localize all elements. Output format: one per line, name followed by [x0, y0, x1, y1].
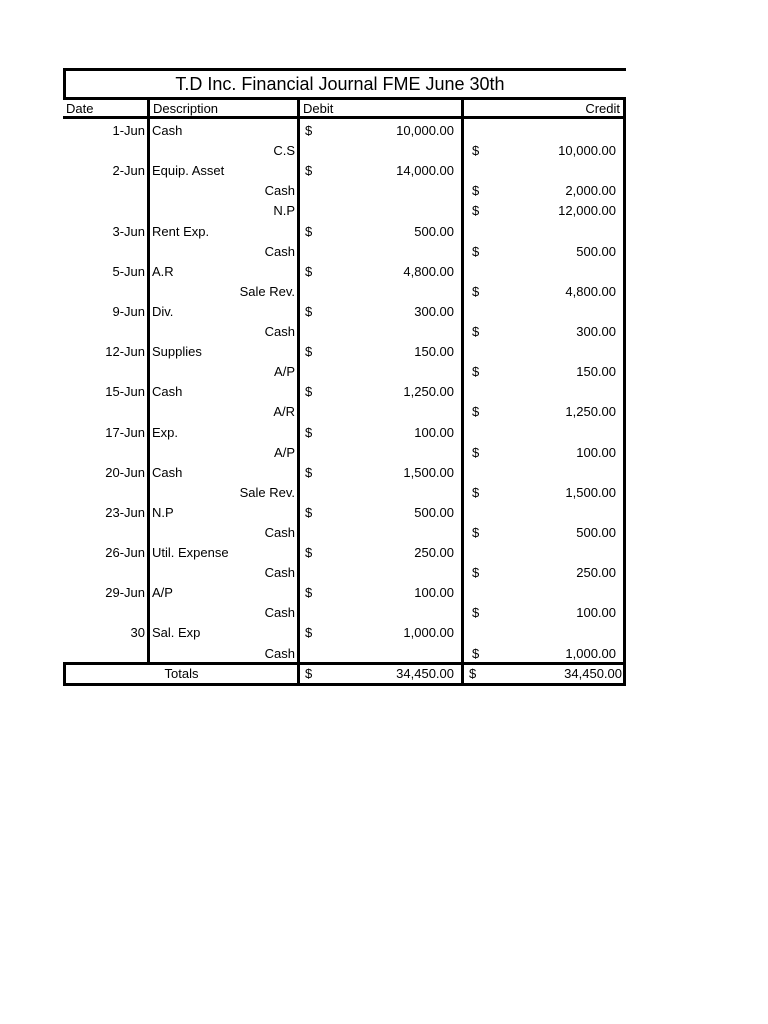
table-row: [63, 601, 626, 621]
table-row: [63, 461, 626, 481]
entry-description: Cash: [147, 561, 297, 581]
entry-debit-cell: [297, 561, 461, 581]
journal-entries: [63, 119, 626, 662]
table-row: [63, 541, 626, 561]
entry-debit-cell: [297, 280, 461, 300]
table-row: [63, 280, 626, 300]
entry-description: Cash: [147, 119, 297, 139]
entry-credit-cell: [461, 139, 626, 159]
table-row: [63, 621, 626, 641]
entry-date: [63, 641, 147, 661]
currency-symbol: $: [305, 585, 313, 601]
table-row: [63, 561, 626, 581]
entry-debit: 100.00: [414, 585, 454, 601]
entry-credit-cell: [461, 179, 626, 199]
entry-credit-cell: [461, 300, 626, 320]
entry-debit-cell: [297, 420, 461, 440]
entry-debit: 1,500.00: [403, 464, 454, 480]
entry-date: [63, 561, 147, 581]
entry-debit-cell: [297, 320, 461, 340]
table-row: [63, 179, 626, 199]
entry-credit-cell: [461, 541, 626, 561]
currency-symbol: $: [305, 504, 313, 520]
entry-debit-cell: [297, 139, 461, 159]
entry-debit-cell: [297, 179, 461, 199]
currency-symbol: $: [305, 424, 313, 440]
entry-description: Util. Expense: [147, 541, 297, 561]
table-row: [63, 481, 626, 501]
entry-credit: 150.00: [576, 364, 616, 380]
entry-credit-cell: [461, 199, 626, 219]
entry-description: Cash: [147, 380, 297, 400]
table-row: [63, 139, 626, 159]
currency-symbol: $: [305, 163, 313, 179]
entry-debit: 4,800.00: [403, 263, 454, 279]
entry-credit: 1,250.00: [565, 404, 616, 420]
entry-credit: 1,500.00: [565, 484, 616, 500]
entry-date: 23-Jun: [105, 504, 145, 520]
table-row: [63, 641, 626, 661]
entry-credit-cell: [461, 320, 626, 340]
totals-credit-cell: [464, 665, 629, 683]
entry-debit-cell: [297, 641, 461, 661]
entry-description: A/R: [147, 400, 297, 420]
entry-description: A/P: [147, 581, 297, 601]
entry-debit-cell: [297, 501, 461, 521]
entry-debit: 1,250.00: [403, 384, 454, 400]
entry-debit-cell: [297, 380, 461, 400]
currency-symbol: $: [472, 324, 480, 340]
currency-symbol: $: [305, 464, 313, 480]
entry-date: [63, 240, 147, 260]
entry-debit: 14,000.00: [396, 163, 454, 179]
entry-debit-cell: [297, 601, 461, 621]
entry-credit-cell: [461, 461, 626, 481]
entry-date: 9-Jun: [112, 303, 145, 319]
entry-debit: 1,000.00: [403, 625, 454, 641]
entry-date: 12-Jun: [105, 344, 145, 360]
currency-symbol: $: [305, 666, 313, 682]
entry-description: Cash: [147, 240, 297, 260]
header-credit: Credit: [461, 100, 626, 116]
entry-credit: 300.00: [576, 324, 616, 340]
entry-credit-cell: [461, 380, 626, 400]
table-row: [63, 521, 626, 541]
entry-credit-cell: [461, 501, 626, 521]
entry-debit: 150.00: [414, 344, 454, 360]
entry-debit-cell: [297, 481, 461, 501]
entry-date: [63, 320, 147, 340]
currency-symbol: $: [472, 243, 480, 259]
header-date: Date: [66, 100, 94, 116]
table-row: [63, 199, 626, 219]
entry-description: Cash: [147, 601, 297, 621]
entry-description: Sale Rev.: [147, 481, 297, 501]
entry-description: Cash: [147, 320, 297, 340]
entry-description: N.P: [147, 501, 297, 521]
currency-symbol: $: [472, 645, 480, 661]
journal-sheet: [63, 68, 626, 686]
entry-credit-cell: [461, 280, 626, 300]
entry-debit: 100.00: [414, 424, 454, 440]
currency-symbol: $: [472, 484, 480, 500]
entry-credit-cell: [461, 240, 626, 260]
entry-description: Cash: [147, 641, 297, 661]
entry-description: Div.: [147, 300, 297, 320]
entry-credit: 500.00: [576, 243, 616, 259]
table-row: [63, 340, 626, 360]
currency-symbol: $: [472, 524, 480, 540]
entry-date: 17-Jun: [105, 424, 145, 440]
entry-date: 26-Jun: [105, 545, 145, 561]
entry-debit: 500.00: [414, 504, 454, 520]
currency-symbol: $: [472, 565, 480, 581]
entry-date: [63, 179, 147, 199]
table-row: [63, 581, 626, 601]
entry-debit: 250.00: [414, 545, 454, 561]
currency-symbol: $: [305, 303, 313, 319]
entry-credit: 12,000.00: [558, 203, 616, 219]
header-debit: Debit: [297, 100, 461, 116]
entry-credit: 1,000.00: [565, 645, 616, 661]
entry-credit-cell: [461, 481, 626, 501]
entry-date: [63, 139, 147, 159]
entry-date: 29-Jun: [105, 585, 145, 601]
journal-title: T.D Inc. Financial Journal FME June 30th: [63, 68, 626, 97]
entry-credit-cell: [461, 420, 626, 440]
entry-debit-cell: [297, 400, 461, 420]
entry-credit-cell: [461, 219, 626, 239]
currency-symbol: $: [472, 444, 480, 460]
entry-credit: 100.00: [576, 605, 616, 621]
entry-debit-cell: [297, 581, 461, 601]
entry-description: Sale Rev.: [147, 280, 297, 300]
entry-description: A/P: [147, 441, 297, 461]
entry-description: Cash: [147, 521, 297, 541]
entry-description: Sal. Exp: [147, 621, 297, 641]
header-description: Description: [147, 100, 297, 116]
entry-debit: 10,000.00: [396, 123, 454, 139]
table-row: [63, 360, 626, 380]
entry-date: [63, 601, 147, 621]
entry-credit-cell: [461, 561, 626, 581]
totals-label: Totals: [66, 665, 300, 683]
entry-debit-cell: [297, 340, 461, 360]
table-row: [63, 400, 626, 420]
table-row: [63, 159, 626, 179]
entry-debit-cell: [297, 260, 461, 280]
entry-debit-cell: [297, 199, 461, 219]
entry-date: [63, 441, 147, 461]
currency-symbol: $: [472, 364, 480, 380]
table-row: [63, 219, 626, 239]
entry-debit: 300.00: [414, 303, 454, 319]
totals-debit-cell: [300, 665, 464, 683]
entry-debit-cell: [297, 240, 461, 260]
table-row: [63, 240, 626, 260]
entry-credit: 100.00: [576, 444, 616, 460]
table-row: [63, 380, 626, 400]
entry-description: Rent Exp.: [147, 219, 297, 239]
currency-symbol: $: [305, 545, 313, 561]
entry-debit-cell: [297, 441, 461, 461]
entry-credit-cell: [461, 340, 626, 360]
entry-credit: 10,000.00: [558, 143, 616, 159]
currency-symbol: $: [305, 263, 313, 279]
totals-debit: 34,450.00: [396, 666, 454, 682]
entry-credit: 4,800.00: [565, 283, 616, 299]
entry-credit: 500.00: [576, 524, 616, 540]
entry-description: N.P: [147, 199, 297, 219]
currency-symbol: $: [472, 143, 480, 159]
entry-description: Exp.: [147, 420, 297, 440]
entry-description: Supplies: [147, 340, 297, 360]
table-row: [63, 320, 626, 340]
entry-debit: 500.00: [414, 223, 454, 239]
entry-date: 15-Jun: [105, 384, 145, 400]
entry-description: Cash: [147, 179, 297, 199]
entry-credit-cell: [461, 441, 626, 461]
entry-date: [63, 360, 147, 380]
entry-credit-cell: [461, 601, 626, 621]
currency-symbol: $: [305, 384, 313, 400]
table-row: [63, 441, 626, 461]
entry-date: [63, 521, 147, 541]
entry-debit-cell: [297, 300, 461, 320]
entry-credit-cell: [461, 119, 626, 139]
currency-symbol: $: [472, 183, 480, 199]
table-row: [63, 119, 626, 139]
totals-row: [63, 662, 626, 686]
entry-description: Cash: [147, 461, 297, 481]
entry-credit-cell: [461, 641, 626, 661]
entry-credit-cell: [461, 521, 626, 541]
entry-debit-cell: [297, 159, 461, 179]
entry-date: [63, 280, 147, 300]
entry-credit: 250.00: [576, 565, 616, 581]
entry-debit-cell: [297, 461, 461, 481]
entry-date: [63, 481, 147, 501]
entry-credit-cell: [461, 400, 626, 420]
currency-symbol: $: [469, 666, 477, 682]
currency-symbol: $: [305, 123, 313, 139]
entry-date: 30: [130, 625, 145, 641]
table-row: [63, 300, 626, 320]
table-row: [63, 260, 626, 280]
entry-debit-cell: [297, 360, 461, 380]
entry-debit-cell: [297, 219, 461, 239]
table-row: [63, 501, 626, 521]
entry-credit-cell: [461, 581, 626, 601]
entry-date: 2-Jun: [112, 163, 145, 179]
table-row: [63, 420, 626, 440]
entry-date: 3-Jun: [112, 223, 145, 239]
entry-date: 5-Jun: [112, 263, 145, 279]
entry-debit-cell: [297, 621, 461, 641]
entry-description: A/P: [147, 360, 297, 380]
currency-symbol: $: [305, 625, 313, 641]
entry-credit-cell: [461, 360, 626, 380]
entry-debit-cell: [297, 521, 461, 541]
currency-symbol: $: [305, 344, 313, 360]
entry-description: Equip. Asset: [147, 159, 297, 179]
entry-credit-cell: [461, 260, 626, 280]
currency-symbol: $: [305, 223, 313, 239]
currency-symbol: $: [472, 203, 480, 219]
entry-debit-cell: [297, 541, 461, 561]
entry-date: [63, 199, 147, 219]
totals-credit: 34,450.00: [564, 666, 622, 682]
column-header-row: [63, 97, 626, 119]
entry-debit-cell: [297, 119, 461, 139]
entry-date: [63, 400, 147, 420]
currency-symbol: $: [472, 404, 480, 420]
currency-symbol: $: [472, 283, 480, 299]
entry-credit-cell: [461, 621, 626, 641]
currency-symbol: $: [472, 605, 480, 621]
entry-date: 20-Jun: [105, 464, 145, 480]
entry-credit: 2,000.00: [565, 183, 616, 199]
entry-credit-cell: [461, 159, 626, 179]
entry-date: 1-Jun: [112, 123, 145, 139]
entry-description: A.R: [147, 260, 297, 280]
entry-description: C.S: [147, 139, 297, 159]
